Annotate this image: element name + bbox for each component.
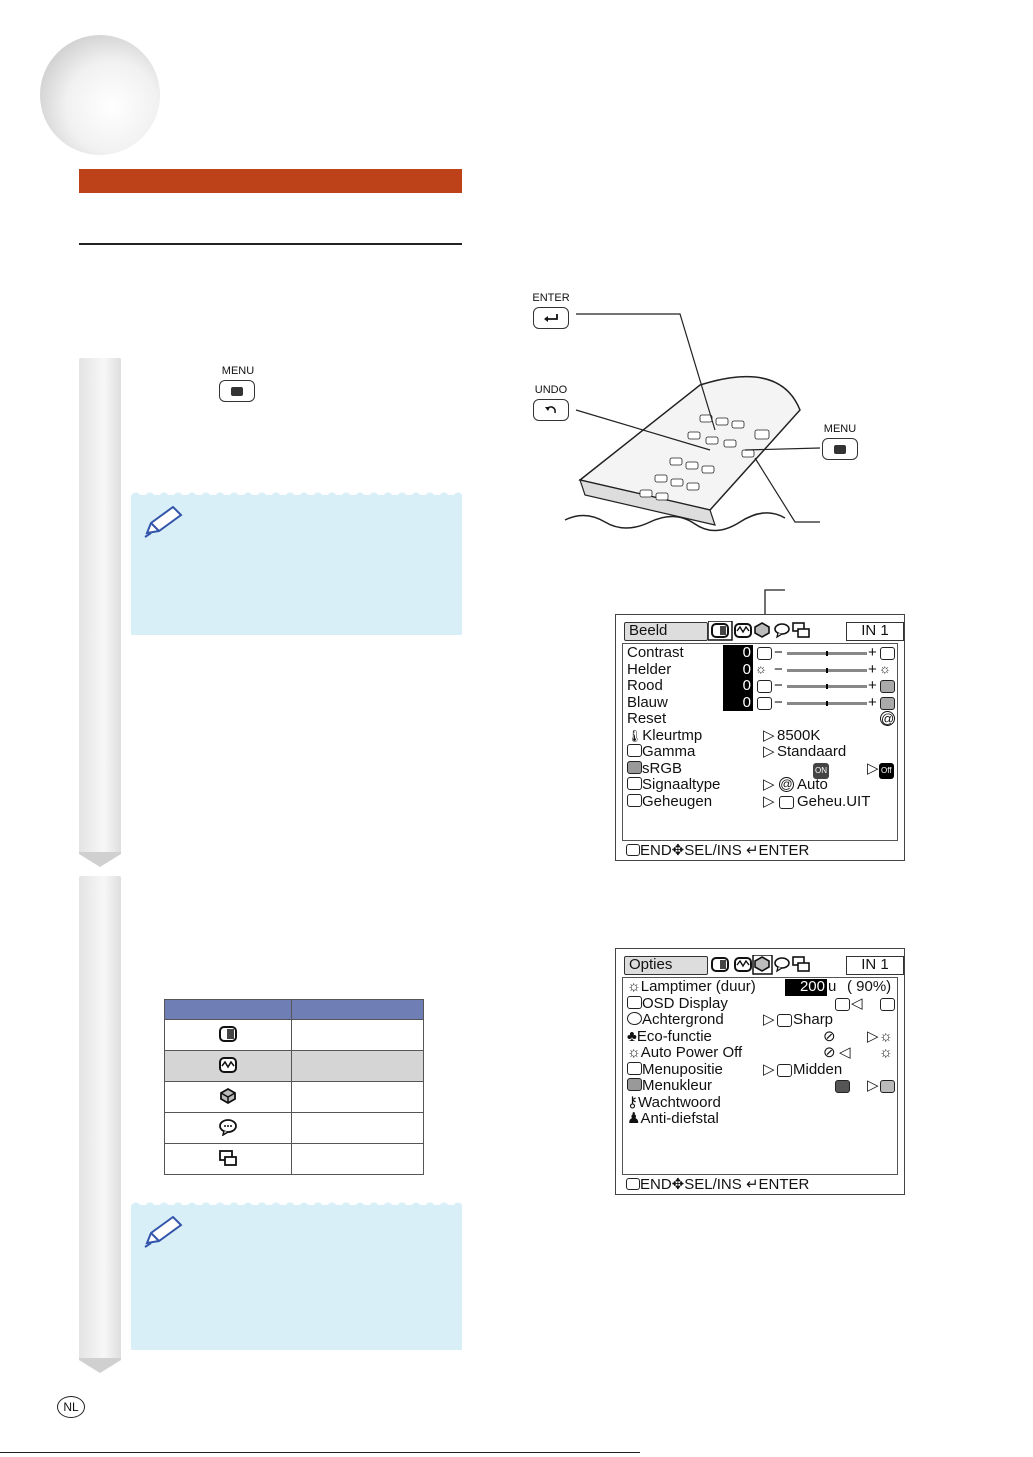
eco-icon: ♣	[627, 1027, 637, 1045]
osd-row-rood[interactable]: Rood 0 − +	[627, 678, 893, 695]
menu-icon	[231, 387, 243, 396]
osd-row-reset[interactable]: Reset @	[627, 710, 895, 727]
osd-row-wachtwoord[interactable]: ⚷Wachtwoord	[627, 1093, 721, 1111]
osd-off-icon	[880, 998, 895, 1011]
power-save-icon: ☼	[879, 1044, 893, 1061]
enter-icon: ↵	[745, 842, 759, 859]
menu-icon-table	[164, 999, 424, 1175]
table-row	[165, 1082, 424, 1113]
leaf-icon: ⊘	[823, 1044, 836, 1061]
osd-row-signaaltype[interactable]: Signaaltype ▷ @ Auto	[627, 777, 893, 794]
enter-button-label: ENTER	[532, 292, 570, 304]
lamp-bright-icon: ☼	[879, 1027, 893, 1045]
undo-icon	[544, 405, 558, 415]
options-icon	[218, 1087, 238, 1105]
osd-row-gamma[interactable]: Gamma ▷ Standaard	[627, 744, 893, 761]
leaf-icon: ⊘	[823, 1027, 836, 1045]
arrow-right-icon: ▷	[867, 1077, 879, 1094]
language-icon	[218, 1118, 238, 1136]
osd-picture-menu	[615, 614, 905, 861]
remote-control-illustration	[560, 300, 860, 550]
osd-picture-tab[interactable]: Beeld	[624, 622, 708, 641]
contrast-high-icon	[880, 647, 895, 660]
note-pencil-icon	[141, 1215, 187, 1249]
osd-input-indicator: IN 1	[846, 622, 904, 641]
status-icon	[218, 1149, 238, 1167]
osd-row-contrast[interactable]: Contrast 0 − +	[627, 645, 893, 662]
lamp-icon: ☼	[627, 978, 641, 995]
table-row	[165, 1051, 424, 1082]
reset-icon: @	[881, 711, 895, 726]
memory-icon	[627, 794, 642, 807]
menu-icon	[626, 844, 640, 856]
osd-picture-list	[622, 643, 898, 841]
note-box-1	[131, 495, 462, 635]
srgb-icon	[627, 761, 642, 774]
step1-menu-button[interactable]	[219, 380, 255, 402]
osd-row-menukleur[interactable]: Menukleur ▷	[627, 1078, 893, 1095]
osd-picture-footer: END✥SEL/INS ↵ENTER	[626, 843, 809, 860]
footer-rule	[0, 1452, 640, 1453]
osd-display-icon	[627, 996, 642, 1009]
arrow-right-icon: ▷	[763, 743, 775, 760]
table-header-cell	[165, 1000, 292, 1020]
arrow-left-icon: ◁	[851, 994, 863, 1012]
memory-off-icon	[779, 796, 794, 809]
osd-row-achtergrond[interactable]: Achtergrond ▷ Sharp	[627, 1012, 893, 1029]
osd-row-menupositie[interactable]: Menupositie ▷ Midden	[627, 1062, 893, 1079]
power-off-icon: ☼	[627, 1044, 641, 1061]
blue-low-icon	[757, 697, 772, 710]
osd-row-eco[interactable]: ♣Eco-functie ⊘ ▷ ☼	[627, 1027, 893, 1045]
menu-color-icon	[627, 1078, 642, 1091]
key-icon: ⚷	[627, 1093, 638, 1111]
osd-row-auto-power-off[interactable]: ☼Auto Power Off ⊘ ◁ ☼	[627, 1044, 893, 1061]
arrow-right-icon: ▷	[763, 726, 775, 744]
brightness-high-icon: ☼	[879, 660, 891, 676]
osd-row-kleurtmp[interactable]: 🌡Kleurtmp ▷ 8500K	[627, 726, 821, 744]
note-box-2	[131, 1205, 462, 1350]
arrow-right-icon: ▷	[763, 776, 775, 793]
arrow-right-icon: ▷	[763, 792, 775, 810]
fine-sync-icon	[218, 1056, 238, 1074]
arrow-right-icon: ▷	[867, 759, 879, 777]
signal-icon	[627, 777, 642, 790]
osd-tab-icons	[708, 955, 818, 975]
arrow-right-icon: ▷	[763, 1060, 775, 1078]
center-position-icon	[777, 1064, 792, 1077]
picture-icon	[218, 1025, 238, 1043]
undo-button-label: UNDO	[534, 384, 568, 396]
osd-row-lamptimer[interactable]: ☼Lamptimer (duur) 200 u ( 90%)	[627, 978, 892, 995]
step-2-column	[79, 876, 121, 1360]
srgb-on-badge: ON	[813, 763, 829, 780]
table-header-cell	[292, 1000, 424, 1020]
language-badge: NL	[57, 1396, 85, 1418]
auto-icon: @	[780, 777, 793, 791]
osd-input-indicator: IN 1	[846, 956, 904, 975]
step-1-column	[79, 358, 121, 854]
translucent-icon	[880, 1080, 895, 1093]
osd-row-osd-display[interactable]: OSD Display ◁	[627, 996, 893, 1013]
section-divider	[79, 243, 462, 245]
select-icon: ✥	[671, 1176, 685, 1193]
brightness-low-icon: ☼	[755, 660, 767, 676]
table-row	[165, 1113, 424, 1144]
osd-options-footer: END✥SEL/INS ↵ENTER	[626, 1177, 809, 1194]
step1-menu-label: MENU	[221, 365, 255, 377]
opaque-icon	[835, 1080, 850, 1093]
osd-options-menu	[615, 948, 905, 1195]
srgb-off-badge: Off	[879, 763, 894, 780]
gamma-icon	[627, 744, 642, 757]
osd-on-icon	[835, 998, 850, 1011]
menu-button-label: MENU	[823, 423, 857, 435]
note-pencil-icon	[141, 505, 187, 539]
osd-tab-icons	[708, 621, 818, 641]
blue-high-icon	[880, 697, 895, 710]
enter-icon	[542, 313, 560, 323]
osd-row-helder[interactable]: Helder 0 ☼ − + ☼	[627, 660, 891, 678]
arrow-right-icon: ▷	[763, 1011, 775, 1028]
section-header-bar	[79, 169, 462, 193]
menu-position-icon	[627, 1062, 642, 1075]
osd-row-anti-diefstal[interactable]: ♟Anti-diefstal	[627, 1110, 719, 1127]
red-low-icon	[757, 680, 772, 693]
osd-row-blauw[interactable]: Blauw 0 − +	[627, 695, 893, 712]
osd-row-srgb[interactable]: sRGB ON ▷ Off	[627, 761, 893, 778]
thermometer-icon: 🌡	[627, 728, 643, 743]
enter-icon: ↵	[745, 1176, 759, 1193]
arrow-right-icon: ▷	[867, 1027, 879, 1045]
menu-icon	[626, 1178, 640, 1190]
select-icon: ✥	[671, 842, 685, 859]
osd-options-list	[622, 977, 898, 1175]
sharp-logo-icon	[777, 1014, 792, 1027]
table-row	[165, 1144, 424, 1175]
arrow-left-icon: ◁	[839, 1044, 851, 1061]
background-icon	[627, 1012, 642, 1025]
red-high-icon	[880, 680, 895, 693]
osd-options-tab[interactable]: Opties	[624, 956, 708, 975]
contrast-low-icon	[757, 647, 772, 660]
table-row	[165, 1020, 424, 1051]
osd-row-geheugen[interactable]: Geheugen ▷ Geheu.UIT	[627, 794, 893, 811]
anti-theft-icon: ♟	[627, 1110, 641, 1127]
